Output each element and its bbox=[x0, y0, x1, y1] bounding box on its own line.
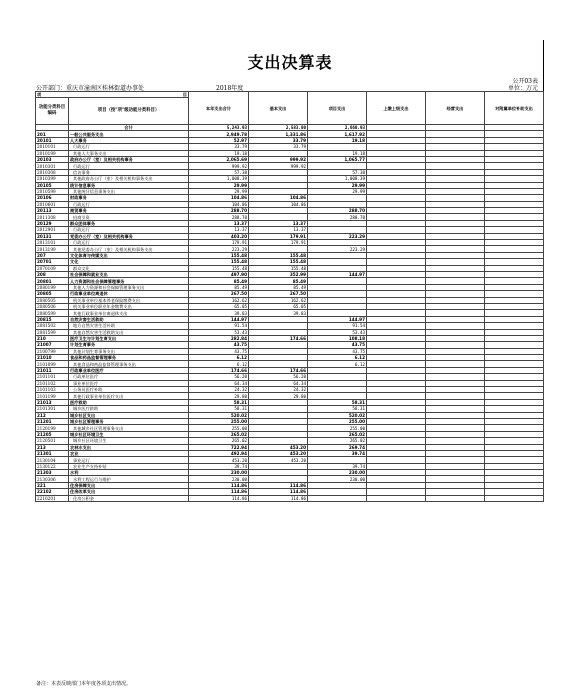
row-value: 65.05 bbox=[249, 303, 308, 309]
row-value: 13.37 bbox=[249, 220, 308, 226]
row-value: 29.99 bbox=[308, 182, 367, 188]
row-value: 722.94 bbox=[189, 444, 249, 450]
row-value: 288.70 bbox=[189, 214, 249, 220]
row-name: 行政运行 bbox=[69, 144, 189, 150]
row-value: 2,583.00 bbox=[249, 125, 308, 131]
row-value: 39.83 bbox=[189, 310, 249, 316]
row-code: 21301 bbox=[36, 450, 69, 456]
table-row bbox=[36, 495, 544, 501]
row-code: 2070109 bbox=[36, 265, 69, 271]
row-value: 19.18 bbox=[189, 150, 249, 156]
row-code: 2080599 bbox=[36, 310, 69, 316]
row-code: 2130104 bbox=[36, 457, 69, 463]
col-header-name: 项目（按"项"级功能分类科目） bbox=[69, 98, 189, 125]
row-name: 财政事务 bbox=[69, 195, 189, 201]
row-value: 453.20 bbox=[249, 457, 308, 463]
row-value: 43.75 bbox=[308, 342, 367, 348]
row-value: 155.48 bbox=[189, 265, 249, 271]
row-value: 85.49 bbox=[189, 278, 249, 284]
row-value: 155.48 bbox=[249, 265, 308, 271]
row-value bbox=[367, 495, 426, 501]
row-code: 210 bbox=[36, 335, 69, 341]
row-name: 住房公积金 bbox=[69, 495, 189, 501]
row-name: 医疗卫生与计划生育支出 bbox=[69, 335, 189, 341]
row-value: 13.37 bbox=[189, 227, 249, 233]
row-value: 85.49 bbox=[189, 284, 249, 290]
row-code: 2100799 bbox=[36, 348, 69, 354]
row-value: 57.38 bbox=[308, 169, 367, 175]
row-value: 108.18 bbox=[308, 335, 367, 341]
row-value: 85.49 bbox=[249, 278, 308, 284]
department-label: 公开部门：重庆市潼南区桂林街道办事处 bbox=[36, 85, 145, 92]
row-code: 213 bbox=[36, 444, 69, 450]
row-value: 497.90 bbox=[189, 271, 249, 277]
row-name: 行政运行 bbox=[69, 240, 189, 246]
row-code: 20129 bbox=[36, 220, 69, 226]
row-value: 56.20 bbox=[189, 374, 249, 380]
row-name: 农业生产支持补贴 bbox=[69, 463, 189, 469]
row-value: 114.86 bbox=[189, 489, 249, 495]
row-value: 29.80 bbox=[249, 393, 308, 399]
row-code: 2080199 bbox=[36, 284, 69, 290]
row-code: 2101301 bbox=[36, 406, 69, 412]
row-value: 223.29 bbox=[189, 246, 249, 252]
row-code: 212 bbox=[36, 412, 69, 418]
row-code: 20815 bbox=[36, 316, 69, 322]
item-left-label: 项 bbox=[37, 92, 42, 97]
row-value: 65.05 bbox=[189, 303, 249, 309]
row-name: 城乡社区环境卫生 bbox=[69, 438, 189, 444]
row-value: 6.12 bbox=[189, 361, 249, 367]
row-value: 255.00 bbox=[308, 418, 367, 424]
row-code: 22102 bbox=[36, 489, 69, 495]
row-value: 155.48 bbox=[189, 259, 249, 265]
row-value: 265.02 bbox=[308, 431, 367, 437]
row-value: 282.84 bbox=[189, 335, 249, 341]
row-code: 21303 bbox=[36, 470, 69, 476]
row-value bbox=[426, 495, 485, 501]
row-value: 29.99 bbox=[189, 188, 249, 194]
row-value: 39.74 bbox=[189, 463, 249, 469]
row-name: 食品和药品监督管理事务 bbox=[69, 355, 189, 361]
row-name: 文化 bbox=[69, 259, 189, 265]
page-title: 支出决算表 bbox=[247, 53, 333, 72]
row-code: 2010101 bbox=[36, 144, 69, 150]
row-value: 104.86 bbox=[249, 201, 308, 207]
row-value: 24.32 bbox=[189, 387, 249, 393]
row-value: 1,008.39 bbox=[308, 176, 367, 182]
row-value: 13.37 bbox=[249, 227, 308, 233]
row-value: 155.48 bbox=[249, 259, 308, 265]
row-value: 6.12 bbox=[308, 355, 367, 361]
row-code: 20701 bbox=[36, 259, 69, 265]
row-code: 2081502 bbox=[36, 323, 69, 329]
row-value: 265.02 bbox=[308, 438, 367, 444]
row-code: 2120501 bbox=[36, 438, 69, 444]
row-name: 城乡医疗救助 bbox=[69, 406, 189, 412]
row-code: 21205 bbox=[36, 431, 69, 437]
row-value: 144.97 bbox=[189, 316, 249, 322]
col-header-project: 项目支出 bbox=[308, 92, 367, 125]
row-value bbox=[485, 495, 544, 501]
row-value: 24.32 bbox=[249, 387, 308, 393]
row-value: 114.86 bbox=[249, 495, 308, 501]
row-value: 223.29 bbox=[308, 246, 367, 252]
row-code: 2010601 bbox=[36, 201, 69, 207]
row-code: 2013199 bbox=[36, 246, 69, 252]
col-header-operating: 经营支出 bbox=[426, 92, 485, 125]
row-name: 自然灾害生活救助 bbox=[69, 316, 189, 322]
row-value: 162.62 bbox=[189, 297, 249, 303]
row-value: 352.99 bbox=[249, 271, 308, 277]
row-value: 999.92 bbox=[189, 163, 249, 169]
row-name: 人大事务 bbox=[69, 137, 189, 143]
row-code: 2010308 bbox=[36, 169, 69, 175]
frame-line bbox=[543, 40, 544, 91]
row-value: 5,243.93 bbox=[189, 125, 249, 131]
item-right-label: 目 bbox=[182, 92, 187, 97]
row-value: 155.48 bbox=[249, 252, 308, 258]
row-value: 33.79 bbox=[249, 144, 308, 150]
row-name: 事业单位医疗 bbox=[69, 380, 189, 386]
row-name: 其他自然灾害生活救助支出 bbox=[69, 329, 189, 335]
row-value: 1,008.39 bbox=[189, 176, 249, 182]
row-code: 2120199 bbox=[36, 425, 69, 431]
row-value: 58.31 bbox=[189, 406, 249, 412]
row-value: 267.50 bbox=[189, 291, 249, 297]
row-value: 2,065.69 bbox=[189, 156, 249, 162]
row-value: 2,660.93 bbox=[308, 125, 367, 131]
row-code: 2130306 bbox=[36, 476, 69, 482]
row-value: 52.97 bbox=[189, 137, 249, 143]
row-code: 2101099 bbox=[36, 361, 69, 367]
row-code: 20103 bbox=[36, 156, 69, 162]
row-name: 统计信息事务 bbox=[69, 182, 189, 188]
row-value: 53.43 bbox=[189, 329, 249, 335]
row-code: 207 bbox=[36, 252, 69, 258]
row-name: 城乡社区管理事务 bbox=[69, 418, 189, 424]
row-value: 6.12 bbox=[189, 355, 249, 361]
row-value: 114.86 bbox=[249, 489, 308, 495]
row-code: 20801 bbox=[36, 278, 69, 284]
row-name: 水利工程运行与维护 bbox=[69, 476, 189, 482]
row-name: 群众团体事务 bbox=[69, 220, 189, 226]
row-value: 179.91 bbox=[189, 240, 249, 246]
row-code: 2080506 bbox=[36, 303, 69, 309]
row-name: 其他统计信息事务支出 bbox=[69, 188, 189, 194]
row-value: 288.70 bbox=[308, 208, 367, 214]
row-name: 党委办公厅（室）及相关机构事务 bbox=[69, 233, 189, 239]
row-value: 64.34 bbox=[189, 380, 249, 386]
row-value: 114.86 bbox=[189, 482, 249, 488]
unit-label: 单位：万元 bbox=[507, 85, 538, 92]
row-code: 201 bbox=[36, 131, 69, 137]
row-value: 453.20 bbox=[249, 450, 308, 456]
row-name: 其他人大事务支出 bbox=[69, 150, 189, 156]
row-code: 208 bbox=[36, 271, 69, 277]
row-name: 计划生育事务 bbox=[69, 342, 189, 348]
row-value: 144.97 bbox=[308, 271, 367, 277]
row-code: 2130122 bbox=[36, 463, 69, 469]
row-value: 269.74 bbox=[308, 444, 367, 450]
row-value: 43.75 bbox=[308, 348, 367, 354]
row-value: 265.02 bbox=[189, 438, 249, 444]
row-name: 政府办公厅（室）及相关机构事务 bbox=[69, 156, 189, 162]
row-code: 2010399 bbox=[36, 176, 69, 182]
row-value: 453.20 bbox=[189, 457, 249, 463]
row-value: 39.74 bbox=[308, 450, 367, 456]
row-value: 58.31 bbox=[189, 399, 249, 405]
row-value: 85.49 bbox=[249, 284, 308, 290]
row-value: 104.86 bbox=[189, 201, 249, 207]
row-name: 行政事业单位离退休 bbox=[69, 291, 189, 297]
row-value: 144.97 bbox=[308, 316, 367, 322]
row-name: 行政单位医疗 bbox=[69, 374, 189, 380]
row-value: 179.91 bbox=[249, 240, 308, 246]
row-value: 6.12 bbox=[308, 361, 367, 367]
row-value: 1,065.77 bbox=[308, 156, 367, 162]
row-name: 农业 bbox=[69, 450, 189, 456]
row-value: 230.00 bbox=[189, 470, 249, 476]
row-code: 20105 bbox=[36, 182, 69, 188]
row-value: 223.29 bbox=[308, 233, 367, 239]
row-name: 其他计划生育事务支出 bbox=[69, 348, 189, 354]
row-name: 招商引资 bbox=[69, 214, 189, 220]
row-code: 20106 bbox=[36, 195, 69, 201]
row-value: 255.00 bbox=[189, 425, 249, 431]
row-name: 商贸事务 bbox=[69, 208, 189, 214]
row-value: 53.43 bbox=[308, 329, 367, 335]
col-header-subsidy: 对附属单位补助支出 bbox=[485, 92, 544, 125]
row-value: 155.48 bbox=[189, 252, 249, 258]
row-value: 267.50 bbox=[249, 291, 308, 297]
row-code: 2012901 bbox=[36, 227, 69, 233]
row-name: 行政事业单位医疗 bbox=[69, 367, 189, 373]
row-name: 城乡社区支出 bbox=[69, 412, 189, 418]
row-code: 2081599 bbox=[36, 329, 69, 335]
row-value: 19.18 bbox=[308, 150, 367, 156]
row-value: 403.20 bbox=[189, 233, 249, 239]
row-name: 住房改革支出 bbox=[69, 489, 189, 495]
col-header-total: 本年支出合计 bbox=[189, 92, 249, 125]
row-value: 58.31 bbox=[308, 406, 367, 412]
row-name: 其他行政事业单位医疗支出 bbox=[69, 393, 189, 399]
row-value: 999.92 bbox=[249, 156, 308, 162]
row-name: 行政运行 bbox=[69, 201, 189, 207]
row-value: 230.00 bbox=[189, 476, 249, 482]
row-name: 信访事务 bbox=[69, 169, 189, 175]
row-name: 机关事业单位基本养老保险缴费支出 bbox=[69, 297, 189, 303]
row-value: 13.37 bbox=[189, 220, 249, 226]
row-code: 2101103 bbox=[36, 387, 69, 393]
row-name: 行政运行 bbox=[69, 163, 189, 169]
row-code: 21201 bbox=[36, 418, 69, 424]
row-name: 其他党委办公厅（室）及相关机构事务支出 bbox=[69, 246, 189, 252]
col-header-code: 功能分类科目编码 bbox=[36, 98, 69, 125]
row-name: 文化体育与传媒支出 bbox=[69, 252, 189, 258]
row-name: 水利 bbox=[69, 470, 189, 476]
row-name: 合计 bbox=[69, 125, 189, 131]
row-value: 29.99 bbox=[308, 188, 367, 194]
row-code: 2101102 bbox=[36, 380, 69, 386]
row-name: 农林水支出 bbox=[69, 444, 189, 450]
col-header-basic: 基本支出 bbox=[249, 92, 308, 125]
row-code: 20805 bbox=[36, 291, 69, 297]
row-value: 64.34 bbox=[249, 380, 308, 386]
row-value: 56.20 bbox=[249, 374, 308, 380]
row-value: 230.00 bbox=[308, 476, 367, 482]
row-value: 265.02 bbox=[189, 431, 249, 437]
row-name: 事业运行 bbox=[69, 457, 189, 463]
row-value: 2,949.78 bbox=[189, 131, 249, 137]
row-name: 住房保障支出 bbox=[69, 482, 189, 488]
row-name: 行政运行 bbox=[69, 227, 189, 233]
row-code: 21011 bbox=[36, 367, 69, 373]
row-code: 221 bbox=[36, 482, 69, 488]
row-value: 39.74 bbox=[308, 463, 367, 469]
row-value: 114.86 bbox=[249, 482, 308, 488]
row-value: 999.92 bbox=[249, 163, 308, 169]
row-code: 2080505 bbox=[36, 297, 69, 303]
row-code: 20113 bbox=[36, 208, 69, 214]
row-value: 1,617.92 bbox=[308, 131, 367, 137]
row-value: 174.66 bbox=[189, 367, 249, 373]
row-value: 162.62 bbox=[249, 297, 308, 303]
row-value: 453.20 bbox=[249, 444, 308, 450]
row-value: 58.31 bbox=[308, 399, 367, 405]
row-name: 医疗救助 bbox=[69, 399, 189, 405]
row-value: 520.02 bbox=[189, 412, 249, 418]
table-body bbox=[36, 125, 544, 502]
row-value: 91.54 bbox=[189, 323, 249, 329]
row-code: 21013 bbox=[36, 399, 69, 405]
row-value: 104.86 bbox=[249, 195, 308, 201]
row-code: 20101 bbox=[36, 137, 69, 143]
row-value: 179.91 bbox=[249, 233, 308, 239]
row-code: 20131 bbox=[36, 233, 69, 239]
row-value: 91.54 bbox=[308, 323, 367, 329]
row-value: 288.70 bbox=[308, 214, 367, 220]
row-code: 2011308 bbox=[36, 214, 69, 220]
row-name: 其他城乡社区管理事务支出 bbox=[69, 425, 189, 431]
row-name: 一般公共服务支出 bbox=[69, 131, 189, 137]
row-value: 19.18 bbox=[308, 137, 367, 143]
row-value: 174.66 bbox=[249, 335, 308, 341]
row-code: 21007 bbox=[36, 342, 69, 348]
row-value: 33.79 bbox=[249, 137, 308, 143]
row-code: 2010599 bbox=[36, 188, 69, 194]
row-name: 其他政府办公厅（室）及相关机构事务支出 bbox=[69, 176, 189, 182]
form-id: 公开03表 bbox=[512, 78, 538, 85]
row-value bbox=[308, 495, 367, 501]
expenditure-table bbox=[35, 91, 544, 502]
row-value: 230.00 bbox=[308, 470, 367, 476]
row-value: 255.00 bbox=[189, 418, 249, 424]
row-name: 其他食品和药品监督管理事务支出 bbox=[69, 361, 189, 367]
row-value: 114.86 bbox=[189, 495, 249, 501]
row-value: 39.83 bbox=[249, 310, 308, 316]
row-value: 33.79 bbox=[189, 144, 249, 150]
row-code: 2101199 bbox=[36, 393, 69, 399]
row-name: 公务员医疗补助 bbox=[69, 387, 189, 393]
row-value: 43.75 bbox=[189, 342, 249, 348]
row-name: 机关事业单位职业年金缴费支出 bbox=[69, 303, 189, 309]
row-name: 其他行政事业单位离退休支出 bbox=[69, 310, 189, 316]
row-value: 255.00 bbox=[308, 425, 367, 431]
row-name: 地方自然灾害生活补助 bbox=[69, 323, 189, 329]
row-value: 104.86 bbox=[189, 195, 249, 201]
footnote: 备注：本表反映部门本年度各项支出情况。 bbox=[36, 681, 132, 687]
row-value: 174.66 bbox=[249, 367, 308, 373]
year-label: 2018年度 bbox=[216, 85, 244, 92]
row-name: 城乡社区环境卫生 bbox=[69, 431, 189, 437]
row-code: 2210201 bbox=[36, 495, 69, 501]
row-code: 2013101 bbox=[36, 240, 69, 246]
row-value: 29.99 bbox=[189, 182, 249, 188]
row-value: 288.70 bbox=[189, 208, 249, 214]
row-code: 2010301 bbox=[36, 163, 69, 169]
row-name: 人力资源和社会保障管理事务 bbox=[69, 278, 189, 284]
row-value: 492.94 bbox=[189, 450, 249, 456]
row-value: 57.38 bbox=[189, 169, 249, 175]
row-value: 43.75 bbox=[189, 348, 249, 354]
row-code: 2010199 bbox=[36, 150, 69, 156]
col-header-remit: 上缴上级支出 bbox=[367, 92, 426, 125]
row-value: 29.80 bbox=[189, 393, 249, 399]
row-code: 2101101 bbox=[36, 374, 69, 380]
row-value: 520.02 bbox=[308, 412, 367, 418]
row-value: 1,331.86 bbox=[249, 131, 308, 137]
row-code: 21010 bbox=[36, 355, 69, 361]
row-name: 其他人力资源和社会保障管理事务支出 bbox=[69, 284, 189, 290]
row-name: 社会保障和就业支出 bbox=[69, 271, 189, 277]
row-name: 群众文化 bbox=[69, 265, 189, 271]
